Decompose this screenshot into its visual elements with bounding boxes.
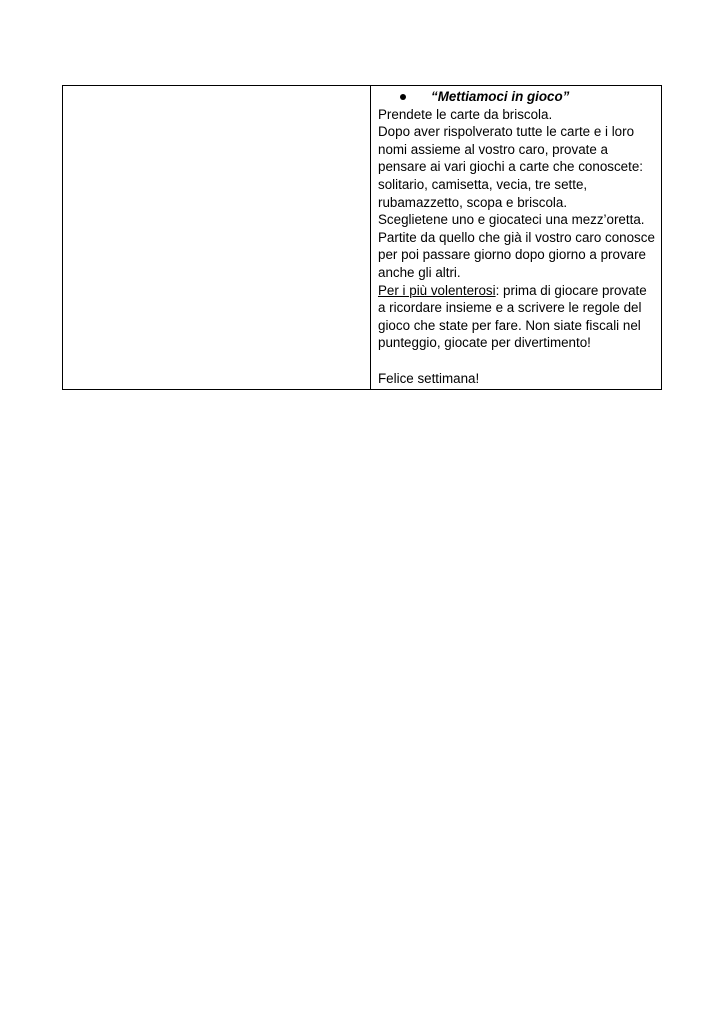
instruction-line: Partite da quello che già il vostro caro conosce <box>378 229 655 245</box>
instruction-line: Sceglietene uno e giocateci una mezz’oretta. <box>378 212 645 228</box>
activity-cell <box>371 86 661 389</box>
activity-table <box>62 85 662 390</box>
activity-title: “Mettiamoci in gioco” <box>431 89 570 104</box>
instruction-line: Dopo aver rispolverato tutte le carte e i loro <box>378 124 635 140</box>
bullet-icon <box>400 94 406 100</box>
activity-heading <box>378 88 655 106</box>
extra-challenge-label: Per i più volenterosi <box>378 282 496 298</box>
instruction-line: Prendete le carte da briscola. <box>378 106 553 122</box>
empty-table-cell <box>63 86 371 389</box>
extra-challenge-line: punteggio, giocate per divertimento! <box>378 335 591 351</box>
instruction-line: per poi passare giorno dopo giorno a provare <box>378 247 646 263</box>
instruction-line: rubamazzetto, scopa e briscola. <box>378 194 568 210</box>
blank-line <box>378 352 655 370</box>
extra-challenge-line <box>378 282 655 300</box>
extra-challenge-line: a ricordare insieme e a scrivere le regole del <box>378 300 642 316</box>
extra-challenge-line: gioco che state per fare. Non siate fiscali nel <box>378 317 641 333</box>
instruction-line: anche gli altri. <box>378 264 461 280</box>
closing-line: Felice settimana! <box>378 370 480 386</box>
instruction-line: nomi assieme al vostro caro, provate a <box>378 141 608 157</box>
extra-challenge-text: : prima di giocare provate <box>495 282 647 298</box>
instruction-line: solitario, camisetta, vecia, tre sette, <box>378 176 588 192</box>
instruction-line: pensare ai vari giochi a carte che conoscete: <box>378 159 643 175</box>
